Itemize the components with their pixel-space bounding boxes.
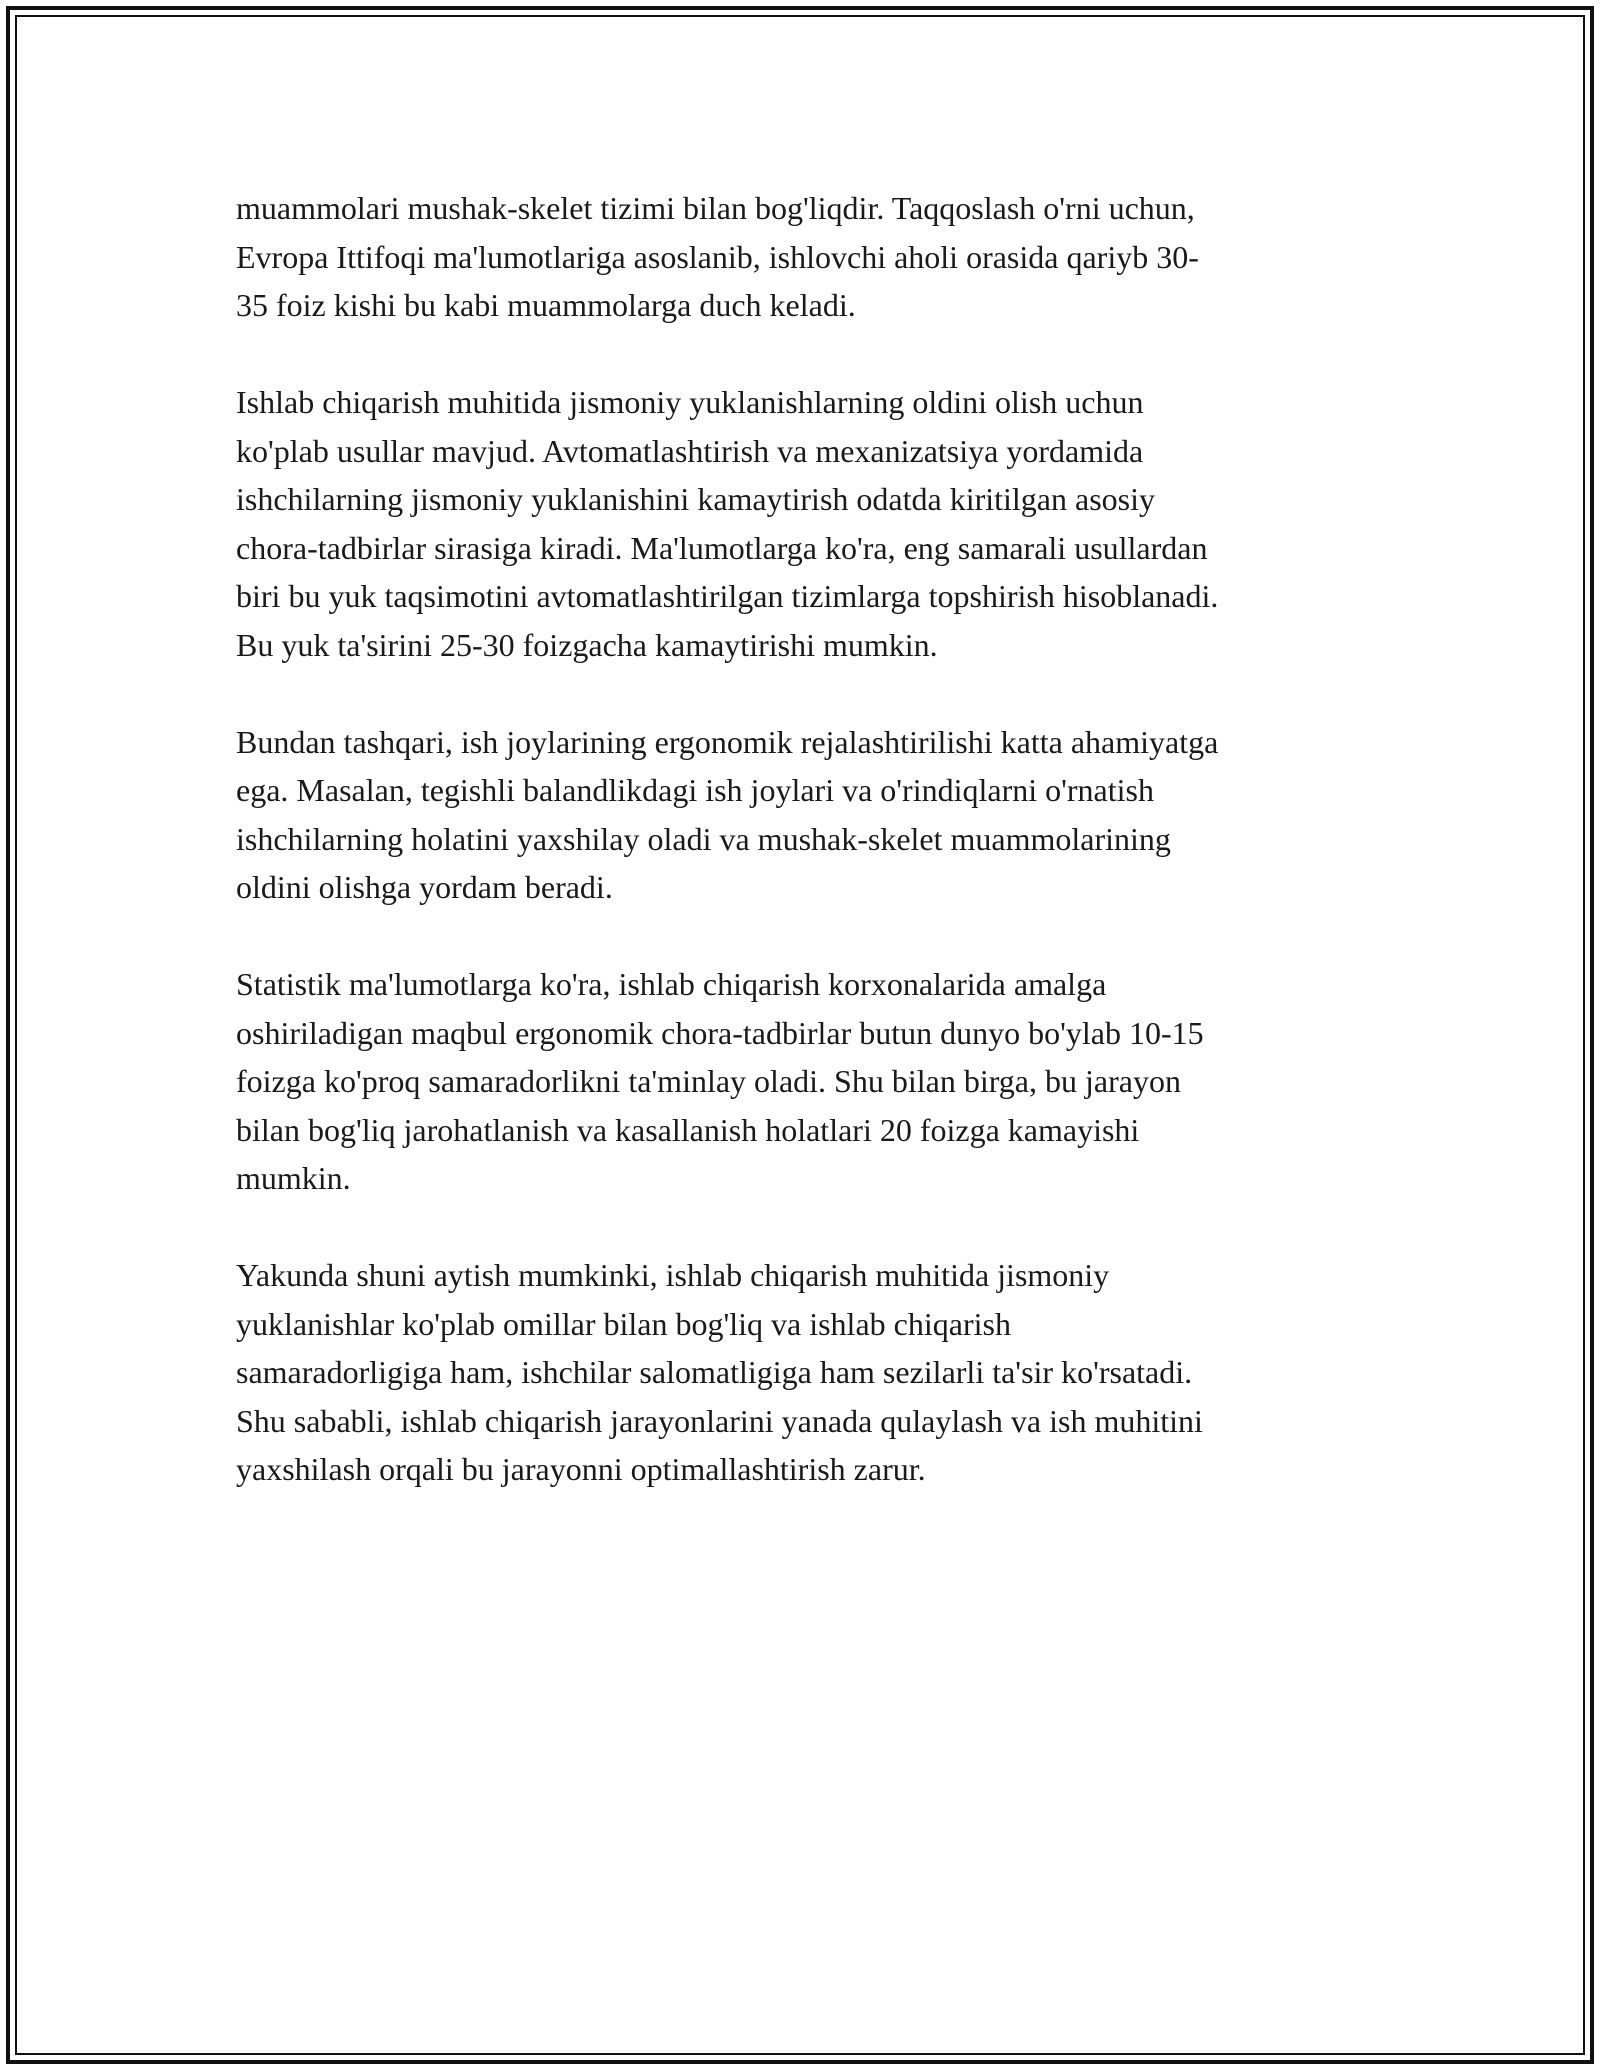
text-line: samaradorligiga ham, ishchilar salomatligiga ham sezilarli ta'sir ko'rsatadi.	[236, 1354, 1193, 1390]
text-line: oshiriladigan maqbul ergonomik chora-tadbirlar butun dunyo bo'ylab 10-15	[236, 1014, 1204, 1051]
text-line: oldini olishga yordam beradi.	[236, 869, 613, 905]
text-line: 35 foiz kishi bu kabi muammolarga duch keladi.	[236, 287, 856, 323]
text-line: chora-tadbirlar sirasiga kiradi. Ma'lumotlarga ko'ra, eng samarali usullardan	[236, 529, 1208, 566]
paragraph-1	[236, 184, 1376, 330]
text-line: Ishlab chiqarish muhitida jismoniy yuklanishlarning oldini olish uchun	[236, 384, 1144, 420]
text-line: bilan bog'liq jarohatlanish va kasallanish holatlari 20 foizga kamayishi	[236, 1111, 1140, 1148]
text-line: ishchilarning jismoniy yuklanishini kamaytirish odatda kiritilgan asosiy	[236, 481, 1155, 517]
text-line: biri bu yuk taqsimotini avtomatlashtirilgan tizimlarga topshirish hisoblanadi.	[236, 578, 1219, 614]
text-line: ko'plab usullar mavjud. Avtomatlashtirish va mexanizatsiya yordamida	[236, 432, 1144, 469]
paragraph-2	[236, 378, 1376, 669]
text-line: Bu yuk ta'sirini 25-30 foizgacha kamaytirishi mumkin.	[236, 626, 938, 663]
text-line: ishchilarning holatini yaxshilay oladi va mushak-skelet muammolarining	[236, 820, 1171, 857]
text-line: muammolari mushak-skelet tizimi bilan bog'liqdir. Taqqoslash o'rni uchun,	[236, 190, 1195, 226]
document-body	[236, 184, 1376, 1542]
paragraph-5	[236, 1251, 1376, 1494]
text-line: yuklanishlar ko'plab omillar bilan bog'liq va ishlab chiqarish	[236, 1305, 1011, 1342]
text-line: Statistik ma'lumotlarga ko'ra, ishlab chiqarish korxonalarida amalga	[236, 966, 1107, 1002]
text-line: yaxshilash orqali bu jarayonni optimallashtirish zarur.	[236, 1451, 926, 1487]
text-line: foizga ko'proq samaradorlikni ta'minlay oladi. Shu bilan birga, bu jarayon	[236, 1063, 1181, 1099]
text-line: Yakunda shuni aytish mumkinki, ishlab chiqarish muhitida jismoniy	[236, 1257, 1110, 1293]
paragraph-3	[236, 718, 1376, 912]
text-line: Bundan tashqari, ish joylarining ergonomik rejalashtirilishi katta ahamiyatga	[236, 723, 1219, 760]
text-line: Shu sababli, ishlab chiqarish jarayonlarini yanada qulaylash va ish muhitini	[236, 1402, 1203, 1439]
text-line: mumkin.	[236, 1160, 351, 1196]
text-line: ega. Masalan, tegishli balandlikdagi ish joylari va o'rindiqlarni o'rnatish	[236, 772, 1154, 808]
text-line: Evropa Ittifoqi ma'lumotlariga asoslanib, ishlovchi aholi orasida qariyb 30-	[236, 238, 1199, 275]
paragraph-4	[236, 960, 1376, 1203]
